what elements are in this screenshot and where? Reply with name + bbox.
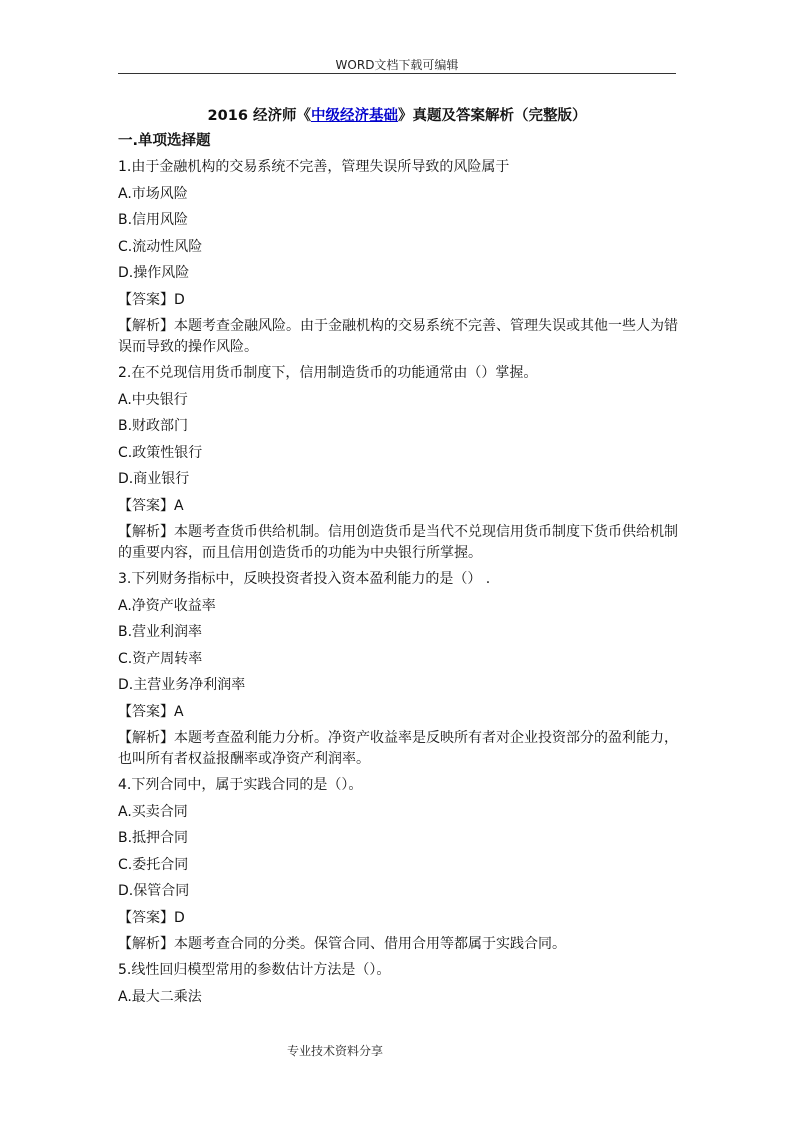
answer: 【答案】D: [118, 291, 185, 308]
title-suffix: 》真题及答案解析（完整版）: [397, 108, 587, 124]
option-c: C.资产周转率: [118, 650, 203, 667]
analysis: 【解析】本题考查货币供给机制。信用创造货币是当代不兑现信用货币制度下货币供给机制的重要内容，而且信用创造货币的功能为中央银行所掌握。: [118, 524, 678, 561]
header-divider: [118, 73, 676, 74]
question-3: [118, 569, 678, 770]
question-2: [118, 363, 678, 564]
question-1: [118, 157, 678, 358]
answer: 【答案】A: [118, 703, 184, 720]
option-c: C.政策性银行: [118, 444, 203, 461]
answer: 【答案】A: [118, 497, 184, 514]
option-a: A.最大二乘法: [118, 988, 202, 1005]
page-header: WORD文档下载可编辑: [335, 58, 459, 72]
option-d: D.保管合同: [118, 883, 190, 899]
page-footer: 专业技术资料分享: [286, 1044, 383, 1058]
section-heading: 一.单项选择题: [118, 133, 211, 149]
analysis: 【解析】本题考查盈利能力分析。净资产收益率是反映所有者对企业投资部分的盈利能力，也叫所有者权益报酬率或净资产利润率。: [118, 730, 678, 767]
option-d: D.商业银行: [118, 471, 190, 487]
question-5: [118, 960, 678, 1007]
option-c: C.委托合同: [118, 856, 189, 873]
option-b: B.营业利润率: [118, 624, 203, 640]
analysis: 【解析】本题考查金融风险。由于金融机构的交易系统不完善、管理失误或其他一些人为错误而导致的操作风险。: [118, 318, 678, 355]
option-a: A.市场风险: [118, 185, 188, 202]
title-prefix: 2016 经济师《: [207, 108, 311, 124]
option-b: B.财政部门: [118, 418, 189, 434]
option-a: A.净资产收益率: [118, 597, 216, 614]
option-d: D.操作风险: [118, 265, 190, 281]
question-stem: 4.下列合同中，属于实践合同的是（）。: [118, 777, 363, 793]
document-body: [118, 131, 678, 1013]
question-stem: 2.在不兑现信用货币制度下，信用制造货币的功能通常由（）掌握。: [118, 365, 538, 381]
document-title: [118, 104, 676, 125]
option-c: C.流动性风险: [118, 238, 203, 255]
question-stem: 3.下列财务指标中，反映投资者投入资本盈利能力的是（） .: [118, 571, 491, 587]
answer: 【答案】D: [118, 909, 185, 926]
question-stem: 5.线性回归模型常用的参数估计方法是（）。: [118, 962, 391, 978]
option-b: B.抵押合同: [118, 830, 189, 846]
title-link[interactable]: 中级经济基础: [310, 108, 398, 124]
option-d: D.主营业务净利润率: [118, 677, 246, 693]
question-4: [118, 775, 678, 955]
option-a: A.中央银行: [118, 391, 188, 408]
option-b: B.信用风险: [118, 212, 189, 228]
analysis: 【解析】本题考查合同的分类。保管合同、借用合用等都属于实践合同。: [118, 936, 566, 952]
option-a: A.买卖合同: [118, 803, 188, 820]
question-stem: 1.由于金融机构的交易系统不完善，管理失误所导致的风险属于: [118, 159, 510, 175]
